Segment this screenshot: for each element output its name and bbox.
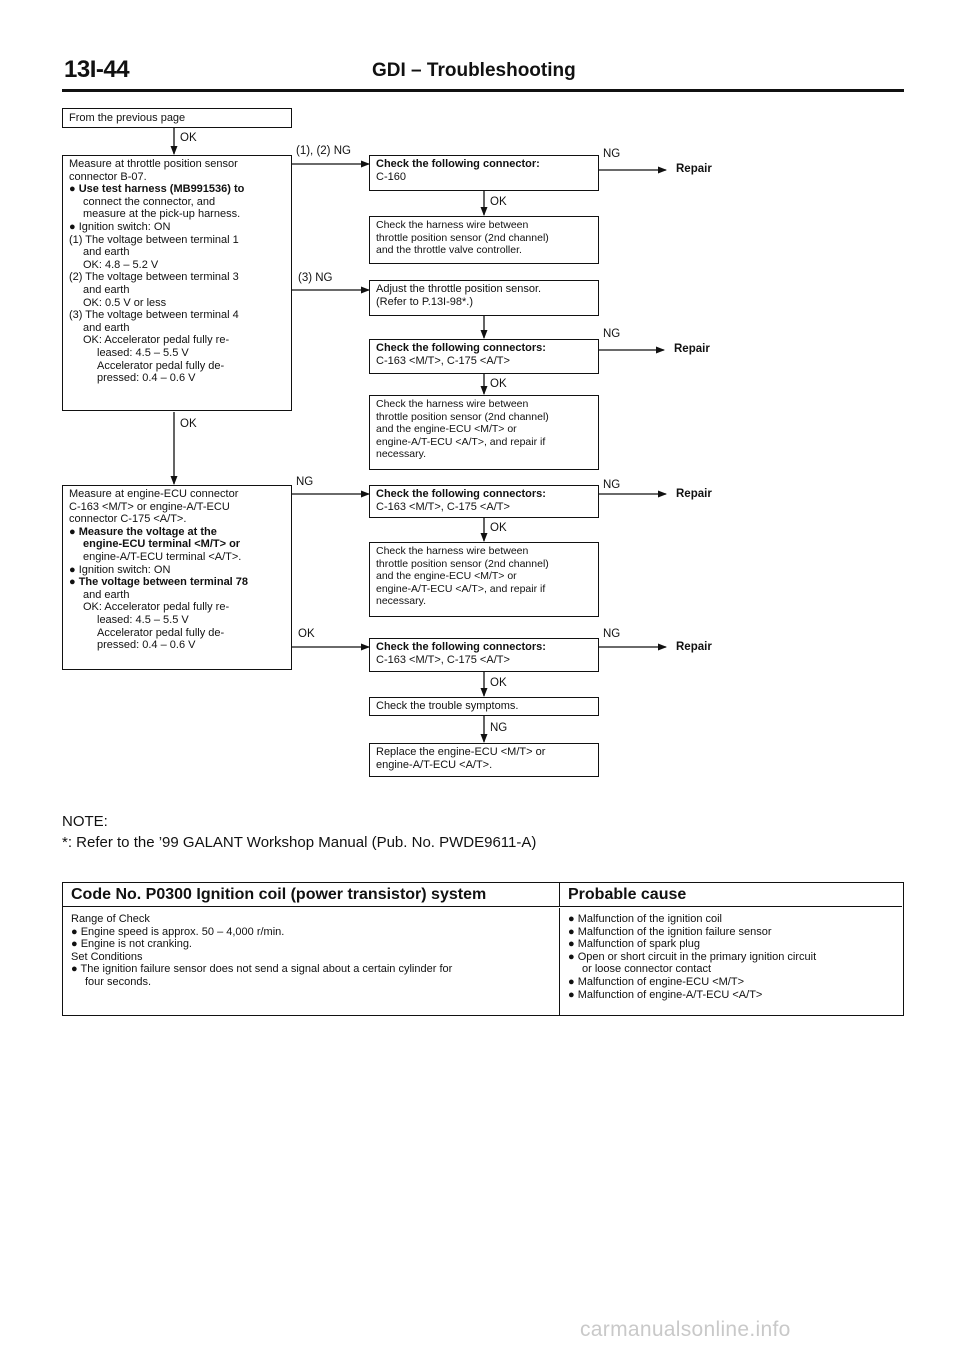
ng-label: NG [296,476,314,488]
b07-line: (1) The voltage between terminal 1 [69,233,239,246]
check-connector-c160-box [369,155,599,191]
check-connectors-2-box [369,339,599,374]
ok-label: OK [490,677,507,689]
cause-line: or loose connector contact [582,963,712,976]
b07-line: (3) The voltage between terminal 4 [69,309,239,322]
b07-line: and earth [83,246,130,259]
ecu-line: ● Measure the voltage at the [69,525,217,538]
ecu-line: OK: Accelerator pedal fully re- [83,601,230,614]
b07-line: connect the connector, and [83,195,216,208]
harness3-line: necessary. [376,595,426,608]
harness2-line: throttle position sensor (2nd channel) [376,410,549,423]
adjust-sensor-box [369,280,599,316]
repair-label: Repair [674,343,710,355]
conn4-text: C-163 <M/T>, C-175 <A/T> [376,653,510,666]
b07-line: and earth [83,321,130,334]
condition-line: four seconds. [85,975,152,988]
ecu-line: Accelerator pedal fully de- [97,626,225,639]
harness3-line: engine-A/T-ECU <A/T>, and repair if [376,582,546,595]
conn4-title: Check the following connectors: [376,641,546,653]
b07-line: Measure at throttle position sensor [69,158,238,170]
ng-label: NG [490,722,508,734]
harness2-line: and the engine-ECU <M/T> or [376,423,517,436]
ng-3-label: (3) NG [298,272,333,284]
harness1-line: throttle position sensor (2nd channel) [376,231,549,244]
ecu-measure-box [62,485,292,670]
replace-ecu-box [369,743,599,777]
ecu-line: engine-A/T-ECU terminal <A/T>. [83,550,242,563]
ok-label: OK [490,378,507,390]
c160-text: C-160 [376,170,406,183]
adjust-line: Adjust the throttle position sensor. [376,283,542,295]
b07-line: ● Ignition switch: ON [69,220,171,233]
harness1-line: Check the harness wire between [376,219,529,231]
b07-line: leased: 4.5 – 5.5 V [97,346,189,359]
ok-label: OK [490,196,507,208]
ng-label: NG [603,628,621,640]
replace-line: Replace the engine-ECU <M/T> or [376,746,546,758]
table-header-code: Code No. P0300 Ignition coil (power transistor) system [63,883,560,907]
table-header-cause: Probable cause [560,883,902,907]
note-text: *: Refer to the ’99 GALANT Workshop Manual (Pub. No. PWDE9611-A) [62,834,537,851]
ecu-line: ● Ignition switch: ON [69,563,171,576]
condition-line: Range of Check [71,913,150,925]
cause-line: ● Malfunction of the ignition failure sensor [568,925,772,938]
b07-measure-box [62,155,292,411]
harness3-line: and the engine-ECU <M/T> or [376,570,517,583]
harness-check-3-box [369,542,599,617]
check-connectors-4-box [369,638,599,672]
ok-label: OK [180,418,197,430]
watermark: carmanualsonline.info [580,1318,791,1341]
harness3-line: Check the harness wire between [376,545,529,557]
harness-check-1-box [369,216,599,264]
harness2-line: engine-A/T-ECU <A/T>, and repair if [376,435,546,448]
ecu-line: engine-ECU terminal <M/T> or [83,538,241,551]
b07-line: OK: 4.8 – 5.2 V [83,258,159,271]
repair-label: Repair [676,641,712,653]
conn2-text: C-163 <M/T>, C-175 <A/T> [376,354,510,367]
c160-title: Check the following connector: [376,158,540,170]
ecu-line: ● The voltage between terminal 78 [69,576,249,589]
ecu-line: Measure at engine-ECU connector [69,488,239,500]
ng-label: NG [603,479,621,491]
b07-line: Accelerator pedal fully de- [97,359,225,372]
check-trouble-symptoms-box [369,697,599,716]
range-and-conditions-cell [63,908,560,1015]
b07-line: connector B-07. [69,170,147,183]
conn3-text: C-163 <M/T>, C-175 <A/T> [376,500,510,513]
ecu-line: leased: 4.5 – 5.5 V [97,613,189,626]
cause-line: ● Malfunction of spark plug [568,938,700,951]
ecu-line: C-163 <M/T> or engine-A/T-ECU [69,500,230,513]
note-label: NOTE: [62,813,108,830]
harness3-line: throttle position sensor (2nd channel) [376,557,549,570]
repair-label: Repair [676,488,712,500]
ok-label: OK [490,522,507,534]
trouble-text: Check the trouble symptoms. [376,700,519,712]
from-previous-page-text: From the previous page [69,112,186,124]
harness-check-2-box [369,395,599,470]
ok-label: OK [298,628,315,640]
page-number: 13I-44 [64,56,130,83]
page-title: GDI – Troubleshooting [372,60,576,81]
b07-line: ● Use test harness (MB991536) to [69,183,245,196]
b07-line: OK: Accelerator pedal fully re- [83,334,230,347]
condition-line: ● Engine is not cranking. [71,938,192,951]
harness2-line: necessary. [376,448,426,461]
ecu-line: pressed: 0.4 – 0.6 V [97,639,196,652]
ok-label: OK [180,132,197,144]
cause-line: ● Open or short circuit in the primary ignition circuit [568,950,817,963]
ecu-line: and earth [83,588,130,601]
condition-line: ● The ignition failure sensor does not send a signal about a certain cylinder for [71,963,453,976]
b07-line: measure at the pick-up harness. [83,208,241,221]
ecu-line: connector C-175 <A/T>. [69,513,187,526]
repair-label: Repair [676,163,712,175]
condition-line: Set Conditions [71,950,143,963]
adjust-line: (Refer to P.13I-98*.) [376,295,474,308]
check-connectors-3-box [369,485,599,518]
from-previous-page-box [62,108,292,128]
conn3-title: Check the following connectors: [376,488,546,500]
harness2-line: Check the harness wire between [376,398,529,410]
condition-line: ● Engine speed is approx. 50 – 4,000 r/min. [71,925,285,938]
cause-line: ● Malfunction of the ignition coil [568,913,723,925]
cause-line: ● Malfunction of engine-ECU <M/T> [568,975,744,988]
ng-label: NG [603,148,621,160]
b07-line: OK: 0.5 V or less [83,296,167,309]
replace-line: engine-A/T-ECU <A/T>. [376,758,493,771]
probable-cause-cell [560,908,902,1001]
code-p0300-table [62,882,904,1016]
b07-line: (2) The voltage between terminal 3 [69,271,239,284]
ng-1-2-label: (1), (2) NG [296,145,351,157]
ng-label: NG [603,328,621,340]
cause-line: ● Malfunction of engine-A/T-ECU <A/T> [568,988,763,1001]
b07-line: pressed: 0.4 – 0.6 V [97,372,196,385]
harness1-line: and the throttle valve controller. [376,244,522,257]
conn2-title: Check the following connectors: [376,342,546,354]
b07-line: and earth [83,283,130,296]
